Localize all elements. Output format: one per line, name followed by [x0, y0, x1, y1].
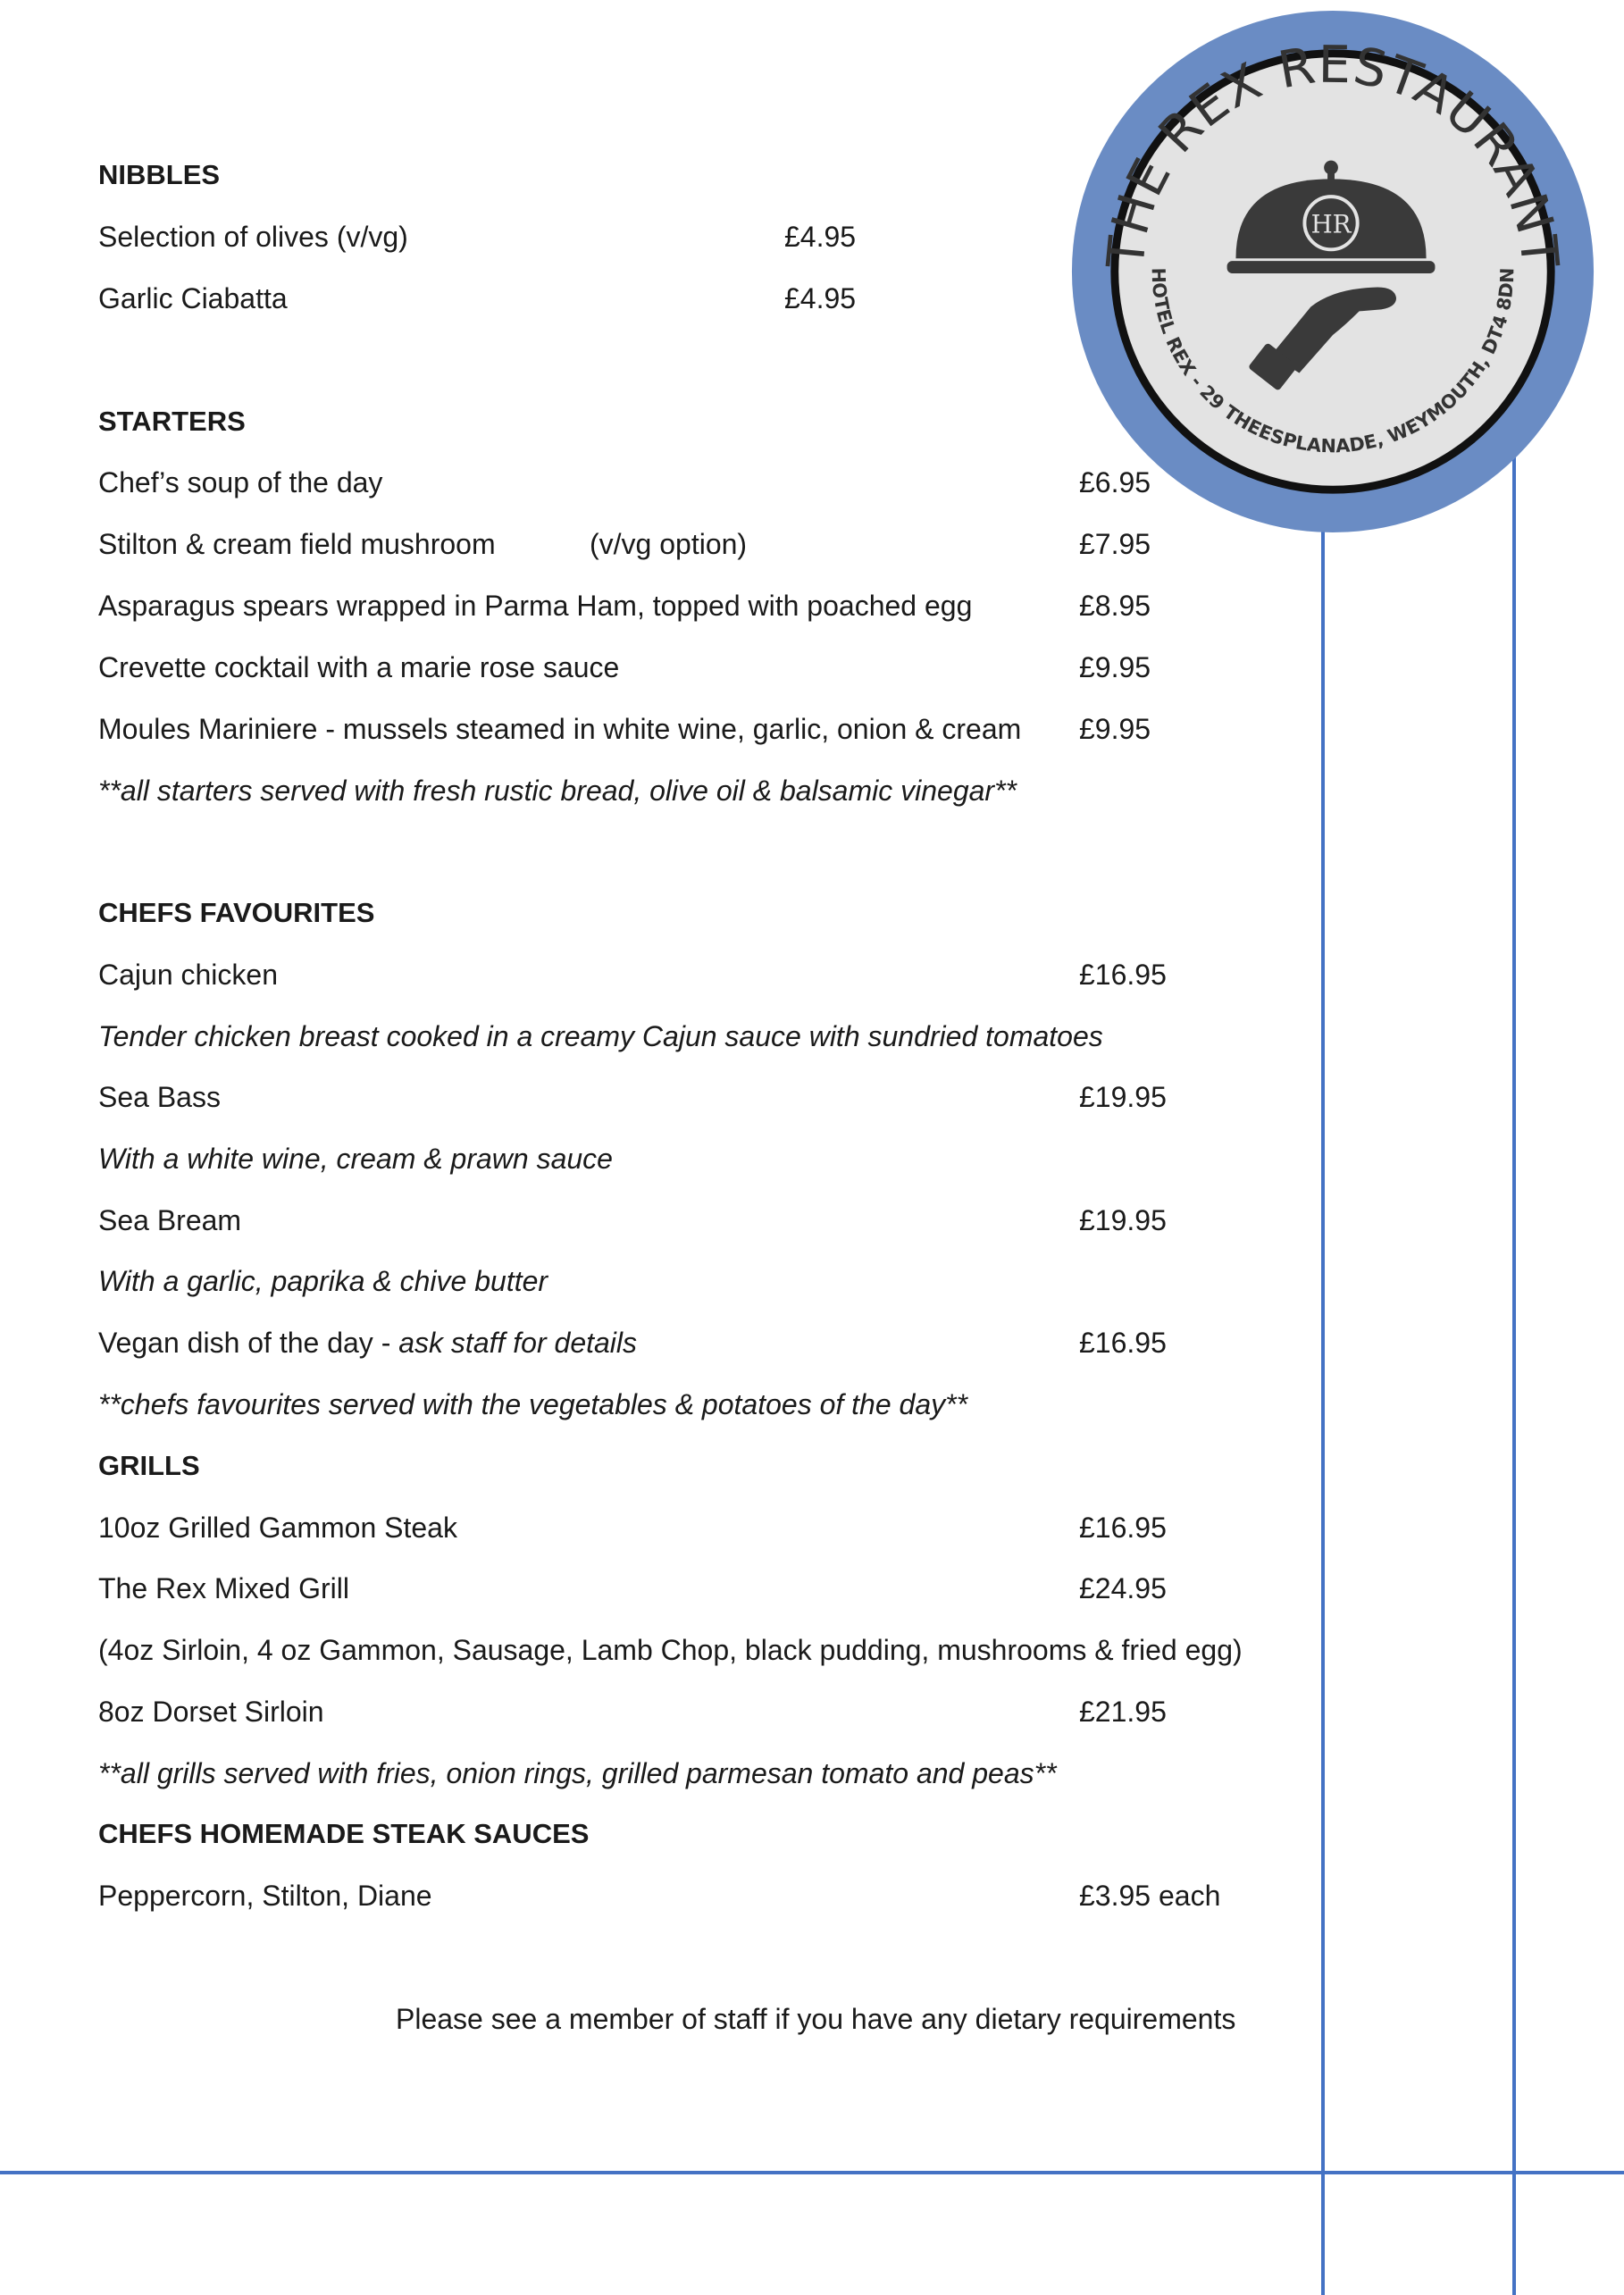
menu-item-name: Moules Mariniere - mussels steamed in white wine, garlic, onion & cream: [98, 713, 1022, 745]
section-heading-favourites: CHEFS FAVOURITES: [98, 897, 375, 928]
logo-arc-bottom: HOTEL REX - 29 THEESPLANADE, WEYMOUTH, DT4 8DN: [1147, 267, 1519, 457]
menu-item-price: £8.95: [1079, 590, 1151, 622]
section-footer-note: **chefs favourites served with the vegetables & potatoes of the day**: [98, 1388, 968, 1420]
menu-item-name: The Rex Mixed Grill: [98, 1572, 349, 1604]
menu-item-price: £19.95: [1079, 1081, 1167, 1113]
menu-item-price: £9.95: [1079, 713, 1151, 745]
menu-item-price: £24.95: [1079, 1572, 1167, 1604]
menu-item-price: £7.95: [1079, 528, 1151, 560]
menu-item-name: 8oz Dorset Sirloin: [98, 1696, 324, 1728]
section-heading-sauces: CHEFS HOMEMADE STEAK SAUCES: [98, 1818, 590, 1849]
menu-item-name: Asparagus spears wrapped in Parma Ham, topped with poached egg: [98, 590, 973, 622]
menu-item-name: Sea Bass: [98, 1081, 221, 1113]
horizontal-line: [0, 2171, 1624, 2174]
menu-item-name: Cajun chicken: [98, 959, 278, 991]
menu-item-name-italic: ask staff for details: [398, 1327, 638, 1359]
section-footer-note: **all grills served with fries, onion rings, grilled parmesan tomato and peas**: [98, 1757, 1057, 1789]
menu-item-name: 10oz Grilled Gammon Steak: [98, 1512, 457, 1544]
menu-item-price: £19.95: [1079, 1204, 1167, 1236]
section-heading-nibbles: NIBBLES: [98, 159, 221, 190]
vertical-line-left: [1321, 527, 1325, 2295]
menu-item-description: With a white wine, cream & prawn sauce: [98, 1143, 613, 1175]
menu-item-description: With a garlic, paprika & chive butter: [98, 1265, 548, 1297]
menu-item-price: £16.95: [1079, 959, 1167, 991]
menu-item-price: £21.95: [1079, 1696, 1167, 1728]
vertical-line-right: [1512, 447, 1516, 2295]
menu-item-price: £4.95: [784, 221, 857, 253]
logo-monogram: HR: [1310, 209, 1352, 239]
menu-item-name: Vegan dish of the day -: [98, 1327, 399, 1359]
menu-item-price: £3.95 each: [1079, 1880, 1221, 1912]
menu-item-description: (4oz Sirloin, 4 oz Gammon, Sausage, Lamb Chop, black pudding, mushrooms & fried egg): [98, 1634, 1243, 1666]
section-heading-grills: GRILLS: [98, 1450, 200, 1481]
menu-item-name: Stilton & cream field mushroom: [98, 528, 496, 560]
menu-item-name: Chef’s soup of the day: [98, 466, 383, 498]
menu-item-vegan: [98, 1325, 637, 1361]
section-heading-starters: STARTERS: [98, 406, 246, 437]
menu-item-price: £16.95: [1079, 1327, 1167, 1359]
menu-item-price: £4.95: [784, 282, 857, 314]
logo-arc-top: THE REX RESTAURANT: [1096, 35, 1570, 272]
menu-item-name: Sea Bream: [98, 1204, 242, 1236]
menu-item-price: £16.95: [1079, 1512, 1167, 1544]
menu-item-name: Peppercorn, Stilton, Diane: [98, 1880, 432, 1912]
menu-item-name: Crevette cocktail with a marie rose sauce: [98, 651, 620, 683]
section-footer-note: **all starters served with fresh rustic bread, olive oil & balsamic vinegar**: [98, 775, 1017, 807]
menu-item-price: £6.95: [1079, 466, 1151, 498]
menu-item-name: Garlic Ciabatta: [98, 282, 288, 314]
menu-item-name: Selection of olives (v/vg): [98, 221, 408, 253]
menu-item-description: Tender chicken breast cooked in a creamy Cajun sauce with sundried tomatoes: [98, 1020, 1103, 1052]
restaurant-logo: [1068, 7, 1597, 536]
menu-item-price: £9.95: [1079, 651, 1151, 683]
dietary-notice: Please see a member of staff if you have any dietary requirements: [396, 2003, 1236, 2035]
menu-item-note: (v/vg option): [590, 528, 748, 560]
